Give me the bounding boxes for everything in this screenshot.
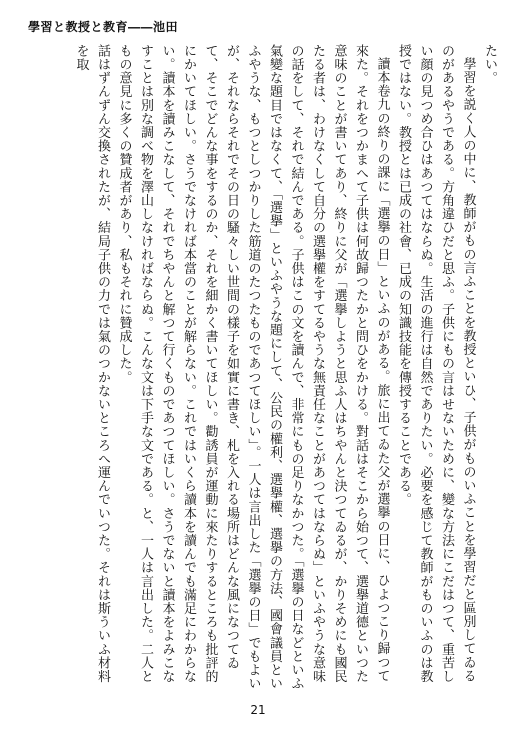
- paragraph: 讀本卷九の終りの課に「選擧の日」といふのがある。旅に出てゐた父が選擧の日に、ひよつこり歸つて來た。それをつかまへて子供は何故歸つたかと問ひをかける。對話はそこから始つて、選擧道德といつた意味のことが書いてあり、終りに父が「選擧しようと思ふ人はちやんと決つてゐるが、かりそめにも國民たる者は、わけなくして自分の選擧權をすてるやうな無責任なことがあつてはならぬ」といふやうな意味の話をして、それで結んである。子供はこの文を讀んで、非常にもの足りなかつた。「選擧の日などといふ氣變な題目ではなくて、「選擧」といふやうな題にして、公民の權利、選擧權、選擧の方法、國會議員といふやうな、もつとしつかりした筋道のたつたものであつてほしい」。一人は言出した「選擧の日」でもよいが、それならそれでその日の騷々しい世間の樣子を如實に書き、札を入れる場所はどんな風になつてゐて、そこでどんな事をするのか、それを細かく書いてほしい。勸誘員が運動に來たりするところも批評的にかいてほしい。さうでなければ本當のことが解らない。これではいくら讀本を讀んでも滿足にわからない。讀本を讀みこなして、それでちやんと解つて行くものであつてほしい。さうでないと讀本をよみこなすことは別な調べ物を澤山しなければならぬ。こんな文は下手な文である。と、一人は言出した。二人ともの意見に多くの贊成者があり、私もそれに贊成した。: [116, 44, 390, 691]
- paragraph: 話はずんずん交換されたが、結局子供の力では氣のつかないところへ運んでいつた。それは斯ういふ材料を取: [73, 44, 110, 684]
- running-head: 學習と教授と教育――池田: [28, 20, 179, 34]
- paragraph: 學習を説く人の中に、教師がもの言ふことを教授といひ、子供がものいふことを學習だと區別してゐるのがあるやうである。方角違ひだと思ふ。子供にもの言はせないために、變な方法にこだはつて、重苦しい顔の見つめ合ひはあつてはならぬ。生活の進行は自然でありたい。必要を感じて教師がものいふのは教授ではない。教授とは已成の社會、已成の知識技能を傳授することである。: [396, 44, 476, 684]
- page-number: 21: [250, 703, 266, 717]
- paragraph: たい。: [482, 44, 497, 85]
- body-text: [20, 44, 500, 694]
